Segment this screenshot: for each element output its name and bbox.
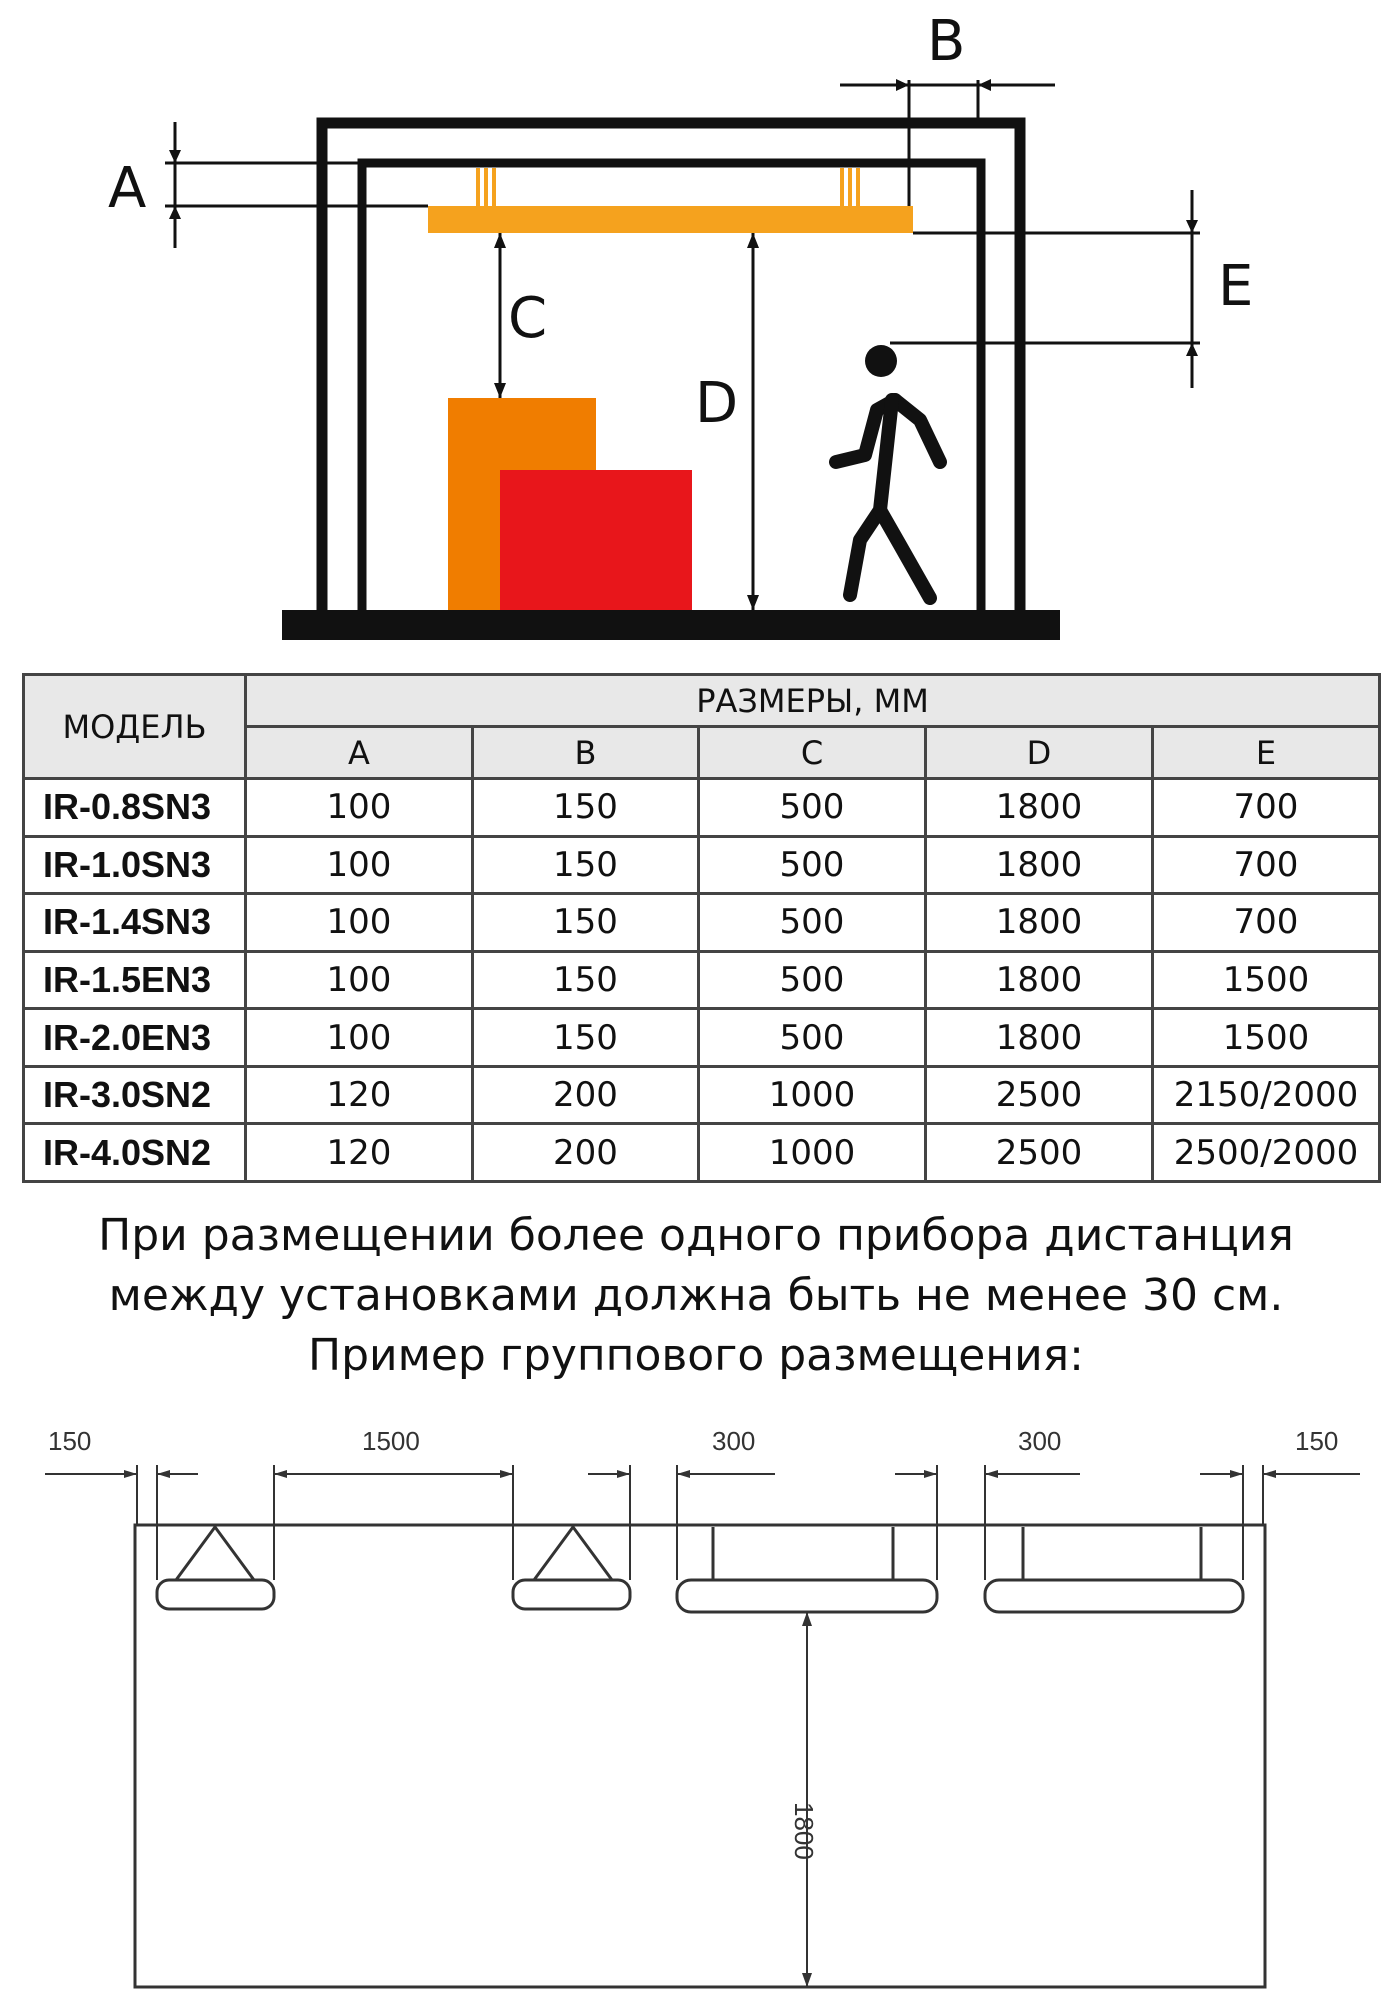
table-row (24, 1009, 1380, 1067)
value-cell: 1800 (926, 951, 1153, 1009)
value-cell: 100 (246, 779, 473, 837)
value-cell: 2500 (926, 1066, 1153, 1124)
col-header: A (246, 727, 473, 779)
value-cell: 1800 (926, 779, 1153, 837)
heater-unit-4 (985, 1527, 1243, 1612)
model-cell: IR-1.5EN3 (24, 951, 246, 1009)
value-cell: 500 (699, 951, 926, 1009)
heater-mount-right (842, 168, 858, 206)
dim-a (165, 122, 428, 248)
col-header: B (473, 727, 699, 779)
value-cell: 1500 (1153, 951, 1380, 1009)
model-cell: IR-1.4SN3 (24, 894, 246, 952)
note-line-2: между установками должна быть не менее 30 см. (108, 1270, 1284, 1321)
spec-table (22, 673, 1381, 1183)
table-row (24, 779, 1380, 837)
value-cell: 200 (473, 1066, 699, 1124)
group-header: РАЗМЕРЫ, ММ (246, 675, 1380, 727)
heater-unit-3 (677, 1527, 937, 1612)
value-cell: 150 (473, 1009, 699, 1067)
model-cell: IR-0.8SN3 (24, 779, 246, 837)
heater-unit-1 (157, 1527, 274, 1609)
value-cell: 700 (1153, 894, 1380, 952)
note-line-1: При размещении более одного прибора дистанция (98, 1210, 1294, 1261)
dim-d (747, 233, 759, 610)
value-cell: 100 (246, 894, 473, 952)
installation-diagram (0, 0, 1392, 660)
box-front (500, 470, 692, 610)
value-cell: 200 (473, 1124, 699, 1182)
model-cell: IR-1.0SN3 (24, 836, 246, 894)
table-row (24, 1124, 1380, 1182)
value-cell: 1800 (926, 836, 1153, 894)
floor (282, 610, 1060, 640)
group-placement-diagram (0, 1405, 1392, 1995)
col-header: C (699, 727, 926, 779)
value-cell: 2500 (926, 1124, 1153, 1182)
value-cell: 150 (473, 836, 699, 894)
value-cell: 120 (246, 1124, 473, 1182)
value-cell: 2150/2000 (1153, 1066, 1380, 1124)
dim-e-label: E (1218, 254, 1254, 319)
value-cell: 150 (473, 779, 699, 837)
dim-lines (45, 1465, 1360, 1987)
value-cell: 500 (699, 779, 926, 837)
model-cell: IR-3.0SN2 (24, 1066, 246, 1124)
value-cell: 500 (699, 894, 926, 952)
value-cell: 1800 (926, 1009, 1153, 1067)
dim-a-label: A (108, 156, 147, 221)
value-cell: 1000 (699, 1124, 926, 1182)
dim-mid2-label: 300 (1018, 1426, 1062, 1456)
person-icon (836, 345, 940, 598)
dim-c-label: C (508, 286, 548, 351)
value-cell: 100 (246, 1009, 473, 1067)
dim-left-label: 150 (48, 1426, 92, 1456)
value-cell: 150 (473, 951, 699, 1009)
dim-gap-label: 1500 (362, 1426, 420, 1456)
heater-mount-left (478, 168, 494, 206)
heater-unit-2 (513, 1527, 630, 1609)
value-cell: 500 (699, 1009, 926, 1067)
dim-d-label: D (695, 371, 739, 436)
model-header: МОДЕЛЬ (24, 675, 246, 779)
dim-mid1-label: 300 (712, 1426, 756, 1456)
heater-panel (428, 206, 913, 233)
value-cell: 100 (246, 836, 473, 894)
col-header: D (926, 727, 1153, 779)
value-cell: 150 (473, 894, 699, 952)
note-line-3: Пример группового размещения: (308, 1330, 1084, 1381)
value-cell: 1000 (699, 1066, 926, 1124)
value-cell: 120 (246, 1066, 473, 1124)
value-cell: 500 (699, 836, 926, 894)
dim-b-label: B (927, 9, 966, 74)
table-row (24, 894, 1380, 952)
table-row (24, 836, 1380, 894)
dim-height-label: 1800 (789, 1802, 819, 1860)
room-outline (135, 1525, 1265, 1987)
model-cell: IR-4.0SN2 (24, 1124, 246, 1182)
table-row (24, 1066, 1380, 1124)
value-cell: 1800 (926, 894, 1153, 952)
value-cell: 2500/2000 (1153, 1124, 1380, 1182)
value-cell: 1500 (1153, 1009, 1380, 1067)
dim-c (494, 233, 506, 398)
dim-right-label: 150 (1295, 1426, 1339, 1456)
dim-e (890, 190, 1200, 388)
model-cell: IR-2.0EN3 (24, 1009, 246, 1067)
table-row (24, 951, 1380, 1009)
value-cell: 700 (1153, 779, 1380, 837)
col-header: E (1153, 727, 1380, 779)
value-cell: 100 (246, 951, 473, 1009)
value-cell: 700 (1153, 836, 1380, 894)
